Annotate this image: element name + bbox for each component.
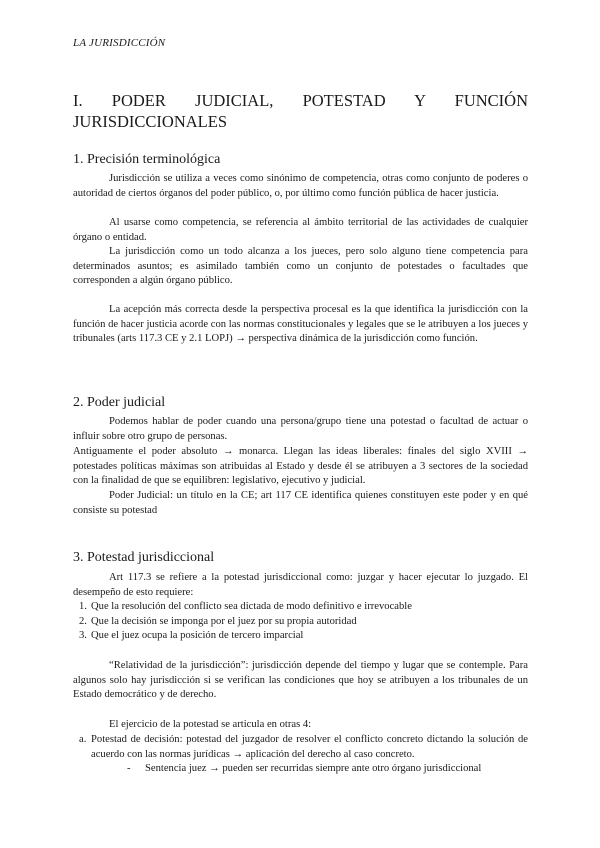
paragraph: Podemos hablar de poder cuando una persona/grupo tiene una potestad o facultad de actuar o influir sobre otro grupo de personas. (73, 416, 528, 442)
paragraph: Antiguamente el poder absoluto → monarca. Llegan las ideas liberales: finales del siglo XVIII → potestades políticas máximas son atribuidas al Estado y desde él se atribuyen a 3 sectores de la sociedad con la finalidad de que se equilibren: legislativo, ejecutivo y judicial. (73, 446, 528, 487)
section-heading-potestad: 3. Potestad jurisdiccional (73, 550, 215, 565)
list-item: - Sentencia juez → pueden ser recurridas siempre ante otro órgano jurisdiccional (127, 763, 482, 774)
section-heading-precision: 1. Precisión terminológica (73, 152, 221, 167)
paragraph: El ejercicio de la potestad se articula en otras 4: (109, 719, 312, 730)
paragraph: Jurisdicción se utiliza a veces como sinónimo de competencia, otras como conjunto de poderes o autoridad de ciertos órganos del poder público, o, por último como función pública de hacer justicia. (73, 173, 528, 199)
list-item: a. Potestad de decisión: potestad del juzgador de resolver el conflicto concreto dictando la solución de acuerdo con las normas jurídicas → aplicación del derecho al caso concreto. (79, 734, 528, 760)
paragraph: La jurisdicción como un todo alcanza a los jueces, pero solo alguno tiene competencia para determinados asuntos; es asimilado también como un conjunto de potestades o facultades que corresponden a algún órgano público. (73, 246, 528, 287)
paragraph: Poder Judicial: un título en la CE; art 117 CE identifica quienes constituyen este poder y en qué consiste su potestad (73, 490, 528, 516)
list-item: 2. Que la decisión se imponga por el juez por su propia autoridad (79, 615, 357, 627)
main-title: I. PODER JUDICIAL, POTESTAD Y FUNCIÓN JURISDICCIONALES (73, 91, 528, 131)
section-heading-poder-judicial: 2. Poder judicial (73, 395, 166, 410)
paragraph: Art 117.3 se refiere a la potestad jurisdiccional como: juzgar y hacer ejecutar lo juzgado. El desempeño de esto requiere: (73, 572, 528, 598)
paragraph: La acepción más correcta desde la perspectiva procesal es la que identifica la jurisdicción con la función de hacer justicia acorde con las normas constitucionales y legales que se le atribuyen a los jueces y tribunales (arts 117.3 CE y 2.1 LOPJ) → perspectiva dinámica de la jurisdicción como función. (73, 304, 528, 345)
alpha-list (73, 733, 528, 762)
running-header: LA JURISDICCIÓN (73, 37, 166, 49)
list-item: 1. Que la resolución del conflicto sea dictada de modo definitivo e irrevocable (79, 601, 412, 612)
list-item: 3. Que el juez ocupa la posición de tercero imparcial (79, 630, 304, 642)
paragraph: Al usarse como competencia, se referencia al ámbito territorial de las actividades de cualquier órgano o entidad. (73, 217, 528, 243)
dash-list (73, 762, 528, 777)
requirements-list (73, 600, 528, 644)
paragraph: “Relatividad de la jurisdicción”: jurisdicción depende del tiempo y lugar que se contemple. Para algunos solo hay jurisdicción si se verifican las condiciones que hoy se atribuyen a los tribunales de un Estado democrático y de derecho. (73, 660, 528, 701)
